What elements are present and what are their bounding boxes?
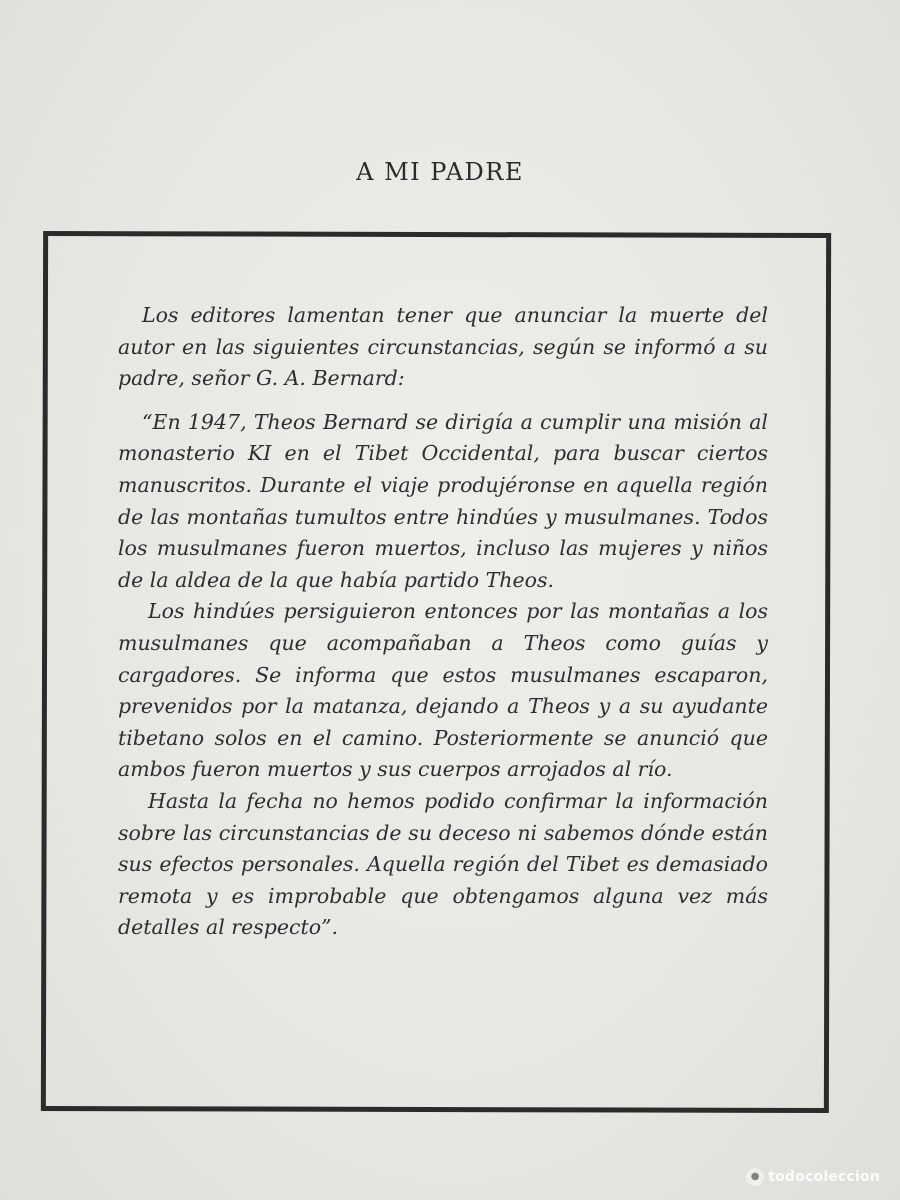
- watermark-text: todocoleccion: [768, 1169, 880, 1185]
- notice-quote-paragraph-2: Los hindúes persiguieron entonces por las montañas a los musulmanes que acompañaban a Theos como guías y cargadores. Se informa que estos musulmanes escaparon, prevenidos por la matanza, dejando a Theos y a su ayudante tibetano solos en el camino. Posteriormente se anunció que ambos fueron muertos y sus cuerpos arrojados al río.: [118, 599, 768, 782]
- notice-intro-paragraph: Los editores lamentan tener que anunciar la muerte del autor en las siguientes circunstancias, según se informó a su padre, señor G. A. Bernard:: [118, 303, 768, 391]
- site-watermark: [746, 1168, 880, 1186]
- dedication-heading: A MI PADRE: [356, 158, 524, 186]
- todocoleccion-logo-icon: ●: [746, 1168, 764, 1186]
- death-notice-text: [118, 300, 768, 944]
- notice-quote-paragraph-1: “En 1947, Theos Bernard se dirigía a cumplir una misión al monasterio KI en el Tibet Occidental, para buscar ciertos manuscritos. Durante el viaje produjéronse en aquella región de las montañas tumultos entre hindúes y musulmanes. Todos los musulmanes fueron muertos, incluso las mujeres y niños de la aldea de la que había partido Theos.: [118, 409, 768, 592]
- notice-quote-paragraph-3: Hasta la fecha no hemos podido confirmar la información sobre las circunstancias de su deceso ni sabemos dónde están sus efectos personales. Aquella región del Tibet es demasiado remota y es improbable que obtengamos alguna vez más detalles al respecto”.: [118, 788, 768, 940]
